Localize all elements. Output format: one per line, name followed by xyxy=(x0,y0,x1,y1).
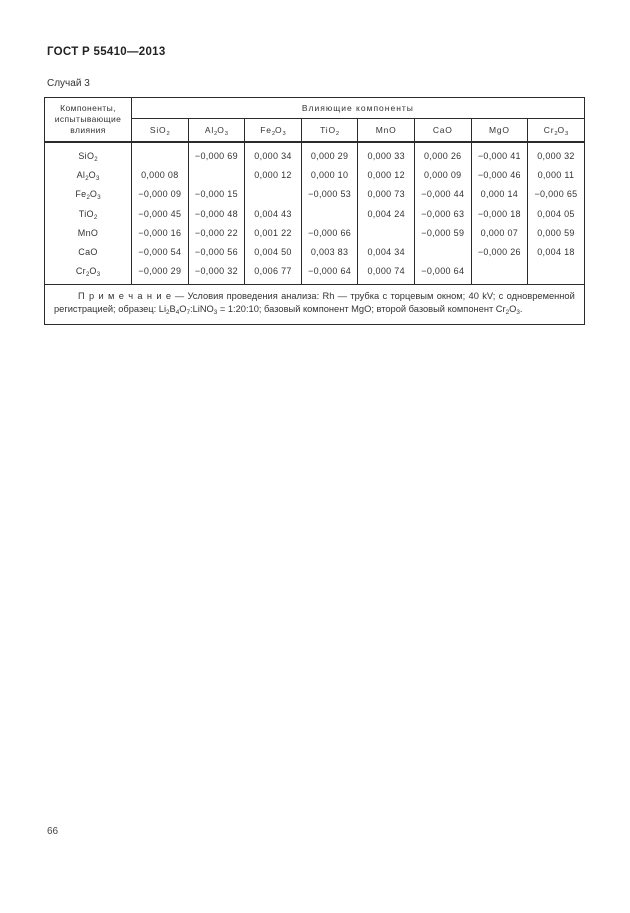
column-header-fe2o3: $Fe_2O_3$ xyxy=(245,119,302,143)
value-cell: 0,000 07 xyxy=(471,223,528,242)
value-cell: −0,000 26 xyxy=(471,242,528,261)
table-row-cao xyxy=(45,242,585,261)
value-cell: −0,000 45 xyxy=(132,204,189,223)
value-cell: −0,000 65 xyxy=(528,185,585,204)
row-label: CaO xyxy=(45,242,132,261)
table-body xyxy=(45,142,585,285)
value-cell: 0,000 14 xyxy=(471,185,528,204)
value-cell: 0,004 24 xyxy=(358,204,415,223)
table-foot xyxy=(45,285,585,325)
value-cell xyxy=(471,262,528,285)
table-row-cr2o3 xyxy=(45,262,585,285)
value-cell: −0,000 54 xyxy=(132,242,189,261)
value-cell: 0,000 29 xyxy=(301,142,358,165)
value-cell: 0,004 05 xyxy=(528,204,585,223)
value-cell: −0,000 59 xyxy=(414,223,471,242)
value-cell: 0,000 59 xyxy=(528,223,585,242)
value-cell: −0,000 22 xyxy=(188,223,245,242)
value-cell: −0,000 63 xyxy=(414,204,471,223)
column-header-cao: CaO xyxy=(414,119,471,143)
value-cell: 0,000 26 xyxy=(414,142,471,165)
note-row xyxy=(45,285,585,325)
table-row-al2o3 xyxy=(45,165,585,184)
row-label: $Cr_2O_3$ xyxy=(45,262,132,285)
value-cell: 0,004 34 xyxy=(358,242,415,261)
value-cell: 0,001 22 xyxy=(245,223,302,242)
value-cell: 0,000 12 xyxy=(245,165,302,184)
value-cell: −0,000 32 xyxy=(188,262,245,285)
value-cell: 0,004 50 xyxy=(245,242,302,261)
value-cell: −0,000 64 xyxy=(414,262,471,285)
group-header-row xyxy=(45,98,585,119)
note-paragraph xyxy=(54,290,575,316)
value-cell: 0,006 77 xyxy=(245,262,302,285)
value-cell xyxy=(188,165,245,184)
value-cell: −0,000 09 xyxy=(132,185,189,204)
table-row-mno xyxy=(45,223,585,242)
value-cell: 0,000 08 xyxy=(132,165,189,184)
value-cell xyxy=(358,223,415,242)
column-header-mno: MnO xyxy=(358,119,415,143)
value-cell xyxy=(528,262,585,285)
value-cell: 0,000 34 xyxy=(245,142,302,165)
row-label: TiO$_2$ xyxy=(45,204,132,223)
value-cell: −0,000 56 xyxy=(188,242,245,261)
note-label: П р и м е ч а н и е xyxy=(78,291,172,302)
value-cell: −0,000 53 xyxy=(301,185,358,204)
case-label: Случай 3 xyxy=(47,78,90,89)
value-cell: −0,000 69 xyxy=(188,142,245,165)
table-row-sio2 xyxy=(45,142,585,165)
value-cell: −0,000 41 xyxy=(471,142,528,165)
table-head xyxy=(45,98,585,143)
row-label: $Al_2O_3$ xyxy=(45,165,132,184)
value-cell xyxy=(414,242,471,261)
table-row-tio2 xyxy=(45,204,585,223)
value-cell: −0,000 29 xyxy=(132,262,189,285)
doc-header: ГОСТ Р 55410—2013 xyxy=(47,46,166,58)
value-cell: −0,000 44 xyxy=(414,185,471,204)
column-header-al2o3: $Al_2O_3$ xyxy=(188,119,245,143)
page-number: 66 xyxy=(47,826,59,837)
value-cell: −0,000 46 xyxy=(471,165,528,184)
value-cell: −0,000 18 xyxy=(471,204,528,223)
row-header-title: Компоненты, испытывающие влияния xyxy=(45,98,132,143)
value-cell xyxy=(245,185,302,204)
note-text: — Условия проведения анализа: Rh — трубка с торцевым окном; 40 kV; с одновременной регистрацией; образец: $Li_2B_4O_7:LiNO_3$ = 1:20:10; базовый компонент MgO; второй базовый компонент $Cr_2O_3$. xyxy=(54,291,575,317)
value-cell: 0,004 18 xyxy=(528,242,585,261)
value-cell: 0,000 73 xyxy=(358,185,415,204)
table-note xyxy=(45,285,585,325)
value-cell: −0,000 16 xyxy=(132,223,189,242)
value-cell: 0,000 32 xyxy=(528,142,585,165)
value-cell: 0,000 12 xyxy=(358,165,415,184)
value-cell: −0,000 64 xyxy=(301,262,358,285)
column-group-title: Влияющие компоненты xyxy=(132,98,585,119)
value-cell: 0,003 83 xyxy=(301,242,358,261)
row-label: SiO$_2$ xyxy=(45,142,132,165)
value-cell: −0,000 15 xyxy=(188,185,245,204)
value-cell: 0,000 10 xyxy=(301,165,358,184)
value-cell xyxy=(132,142,189,165)
value-cell: 0,004 43 xyxy=(245,204,302,223)
row-label: $Fe_2O_3$ xyxy=(45,185,132,204)
value-cell xyxy=(301,204,358,223)
value-cell: −0,000 48 xyxy=(188,204,245,223)
column-header-sio2: SiO$_2$ xyxy=(132,119,189,143)
value-cell: 0,000 74 xyxy=(358,262,415,285)
value-cell: 0,000 33 xyxy=(358,142,415,165)
row-label: MnO xyxy=(45,223,132,242)
table-row-fe2o3 xyxy=(45,185,585,204)
influence-coefficients-table xyxy=(44,97,585,325)
column-header-cr2o3: $Cr_2O_3$ xyxy=(528,119,585,143)
column-header-tio2: TiO$_2$ xyxy=(301,119,358,143)
value-cell: −0,000 66 xyxy=(301,223,358,242)
value-cell: 0,000 09 xyxy=(414,165,471,184)
column-header-mgo: MgO xyxy=(471,119,528,143)
value-cell: 0,000 11 xyxy=(528,165,585,184)
